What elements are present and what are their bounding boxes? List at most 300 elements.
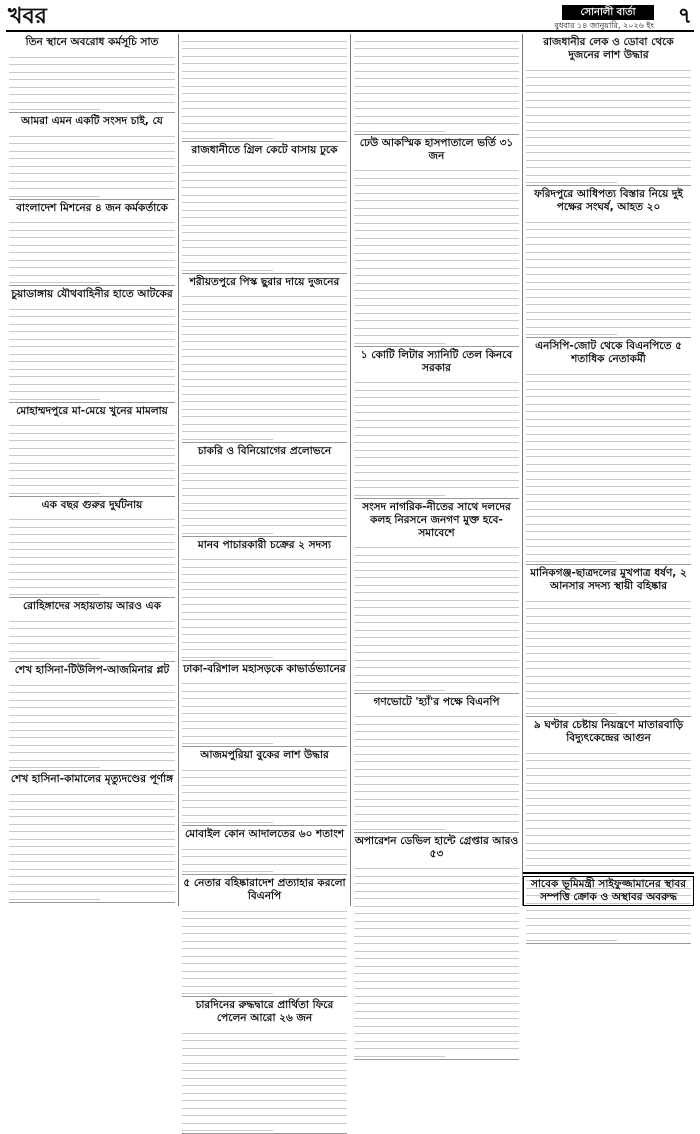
article-body: [526, 746, 691, 941]
text-line: [182, 350, 347, 358]
article-headline: আমরা এমন একটি সংসদ চাই, যে: [21, 115, 163, 127]
text-line: [182, 357, 347, 365]
text-line: [354, 406, 519, 414]
article-body: [526, 63, 691, 183]
article-body: [182, 904, 347, 994]
text-line: [354, 548, 519, 556]
text-line: [526, 305, 691, 313]
text-line: [526, 844, 691, 852]
dateline: বুধবার ১৪ জানুয়ারি, ২০২৬ ইং: [554, 21, 654, 30]
article: [9, 773, 175, 903]
text-line: [9, 223, 175, 231]
text-line: [354, 321, 519, 329]
article-headline: মানব পাচারকারী চক্রের ২ সদস্য: [197, 538, 332, 551]
text-line: [9, 58, 175, 66]
text-line: [354, 1034, 519, 1042]
columns: [6, 34, 694, 1024]
text-line: [9, 419, 175, 427]
text-line: [526, 435, 691, 443]
text-line: [354, 785, 519, 793]
text-line: [526, 290, 691, 298]
column-3: [350, 34, 522, 906]
article-body: [182, 34, 347, 139]
article-headline: শেখ হাসিনা-টিউলিপ-আজমিনার প্লট: [14, 664, 170, 676]
text-line: [182, 188, 347, 196]
text-line: [354, 436, 519, 444]
text-line: [354, 571, 519, 579]
article: [354, 34, 519, 135]
text-line: [182, 474, 347, 482]
text-line: [354, 34, 519, 42]
text-line: [182, 949, 347, 957]
text-line: [9, 65, 175, 73]
text-line: [9, 129, 175, 137]
text-line: [9, 877, 175, 885]
text-line: [354, 884, 519, 892]
text-line: [354, 269, 519, 277]
text-line: [526, 268, 691, 276]
text-line: [526, 851, 691, 859]
text-line: [354, 807, 519, 815]
text-line: [526, 450, 691, 458]
text-line: [354, 732, 519, 740]
article-body: [182, 459, 347, 534]
text-line: [182, 763, 347, 771]
text-line: [526, 71, 691, 79]
text-line: [354, 653, 519, 661]
text-line: [526, 298, 691, 306]
text-line: [182, 575, 347, 583]
article-headline: চুয়াডাঙ্গায় যৌথবাহিনীর হাতে আটকের: [11, 288, 173, 300]
text-line: [526, 465, 691, 473]
text-line: [354, 261, 519, 269]
text-line: [9, 565, 175, 573]
text-line: [182, 1079, 347, 1087]
text-line: [9, 701, 175, 709]
article-headline: তিন স্থানে অবরোধ কর্মসূচি সাত: [25, 36, 159, 48]
text-line: [9, 464, 175, 472]
text-line: [182, 1056, 347, 1064]
text-line: [9, 103, 100, 111]
text-line: [182, 158, 347, 166]
text-line: [9, 362, 175, 370]
text-line: [182, 102, 347, 110]
text-line: [526, 769, 691, 777]
text-line: [9, 449, 175, 457]
text-line: [182, 166, 347, 174]
article-headline: রাজধানীর লেক ও ডোবা থেকে দুজনের লাশ উদ্ধার: [543, 36, 674, 61]
text-line: [182, 211, 347, 219]
text-line: [354, 586, 519, 594]
text-line: [182, 132, 273, 140]
text-line: [182, 737, 273, 745]
text-line: [354, 109, 519, 117]
text-line: [354, 246, 519, 254]
article-headline: আজমপুরিয়া বুকের লাশ উদ্ধার: [200, 749, 329, 761]
text-line: [182, 560, 347, 568]
text-line: [526, 934, 617, 942]
text-line: [354, 676, 519, 684]
article-body: [354, 541, 519, 691]
text-line: [182, 1071, 347, 1079]
article: [182, 663, 347, 748]
article-body: [9, 787, 175, 900]
text-line: [354, 376, 519, 384]
text-line: [9, 588, 100, 596]
text-line: [354, 443, 519, 451]
text-line: [182, 181, 347, 189]
text-line: [354, 892, 519, 900]
article: [526, 567, 691, 717]
text-line: [182, 964, 347, 972]
article-body: [9, 678, 175, 768]
text-line: [526, 382, 691, 390]
text-line: [9, 513, 175, 521]
text-line: [182, 771, 347, 779]
text-line: [526, 176, 617, 184]
masthead: [6, 4, 694, 32]
text-line: [354, 458, 519, 466]
text-line: [182, 613, 347, 621]
text-line: [526, 532, 691, 540]
text-line: [182, 425, 347, 433]
article: [526, 340, 691, 565]
text-line: [182, 987, 273, 995]
text-line: [526, 215, 691, 223]
text-line: [354, 102, 519, 110]
text-line: [9, 95, 175, 103]
text-line: [354, 413, 519, 421]
text-line: [526, 457, 691, 465]
text-line: [9, 892, 100, 900]
page-number: ৭: [677, 4, 692, 29]
text-line: [526, 754, 691, 762]
text-line: [9, 231, 175, 239]
article-body: [182, 1026, 347, 1131]
text-line: [526, 517, 691, 525]
text-line: [354, 952, 519, 960]
article: [182, 144, 347, 274]
text-line: [9, 159, 175, 167]
text-line: [9, 795, 175, 803]
text-line: [526, 859, 691, 867]
text-line: [354, 563, 519, 571]
text-line: [354, 959, 519, 967]
text-line: [526, 540, 691, 548]
text-line: [354, 578, 519, 586]
text-line: [182, 699, 347, 707]
text-line: [354, 1012, 519, 1020]
text-line: [354, 944, 519, 952]
article-headline: এনসিপি-জোট থেকে বিএনপিতে ৫ শতাধিক নেতাকর্মী: [535, 340, 682, 365]
text-line: [9, 137, 175, 145]
text-line: [354, 717, 519, 725]
text-line: [526, 746, 691, 754]
text-line: [526, 238, 691, 246]
text-line: [526, 253, 691, 261]
text-line: [354, 777, 519, 785]
text-line: [354, 593, 519, 601]
text-line: [354, 1027, 519, 1035]
text-line: [9, 847, 175, 855]
text-line: [354, 907, 519, 915]
text-line: [526, 692, 691, 700]
text-line: [9, 825, 175, 833]
article-headline: বাংলাদেশ মিশনের ৪ জন কর্মকর্তাকে: [16, 201, 168, 214]
text-line: [182, 590, 347, 598]
text-line: [9, 520, 175, 528]
text-line: [182, 526, 273, 534]
text-line: [9, 174, 175, 182]
text-line: [526, 547, 691, 555]
text-line: [526, 480, 691, 488]
text-line: [526, 245, 691, 253]
article-headline: ১ কোটি লিটার স্যানিটি তেল কিনবে সরকার: [360, 348, 513, 374]
text-line: [182, 496, 347, 504]
text-line: [354, 862, 519, 870]
text-line: [9, 80, 175, 88]
text-line: [9, 550, 175, 558]
text-line: [182, 79, 347, 87]
text-line: [182, 850, 347, 858]
text-line: [526, 86, 691, 94]
text-line: [354, 186, 519, 194]
article: [182, 749, 347, 826]
text-line: [526, 427, 691, 435]
text-line: [526, 647, 691, 655]
article-headline: রাজধানীতে গ্রিল কেটে বাসায় ঢুকে: [191, 144, 338, 156]
text-line: [182, 1124, 273, 1132]
article-headline: এক বছর গুরুর দুর্ঘটনায়: [41, 498, 143, 511]
article: [182, 539, 347, 661]
article: [9, 664, 175, 771]
text-line: [354, 601, 519, 609]
text-line: [182, 972, 347, 980]
text-line: [354, 914, 519, 922]
text-line: [526, 707, 617, 715]
text-line: [182, 327, 347, 335]
text-line: [182, 312, 347, 320]
text-line: [9, 840, 175, 848]
text-line: [182, 904, 347, 912]
text-line: [526, 594, 691, 602]
text-line: [182, 233, 347, 241]
text-line: [354, 929, 519, 937]
text-line: [354, 291, 519, 299]
article-headline: শরীয়তপুরে পিস্ক ছুরার দায়ে দুজনের: [189, 275, 340, 288]
section-name: খবর: [8, 4, 47, 29]
text-line: [354, 117, 519, 125]
text-line: [9, 486, 100, 494]
text-line: [526, 654, 691, 662]
text-line: [526, 367, 691, 375]
text-line: [9, 88, 175, 96]
text-line: [526, 926, 691, 934]
text-line: [182, 241, 347, 249]
text-line: [182, 1109, 347, 1117]
text-line: [354, 762, 519, 770]
text-line: [182, 692, 347, 700]
text-line: [354, 42, 519, 50]
text-line: [182, 1034, 347, 1042]
text-line: [354, 1042, 519, 1050]
text-line: [354, 209, 519, 217]
text-line: [526, 275, 691, 283]
text-line: [9, 708, 175, 716]
text-line: [9, 622, 175, 630]
text-line: [9, 253, 175, 261]
text-line: [9, 456, 175, 464]
text-line: [526, 510, 691, 518]
text-line: [526, 761, 691, 769]
article-headline: অপারেশন ডেভিল হান্টে গ্রেপ্তার আরও ৫৩: [354, 834, 519, 860]
text-line: [526, 390, 691, 398]
text-line: [182, 387, 347, 395]
text-line: [354, 755, 519, 763]
article: [9, 600, 175, 662]
article: [526, 719, 691, 944]
text-line: [182, 650, 273, 658]
text-line: [182, 263, 273, 271]
text-line: [182, 124, 347, 132]
text-line: [526, 836, 691, 844]
text-line: [526, 412, 691, 420]
text-line: [182, 42, 347, 50]
text-line: [9, 332, 175, 340]
text-line: [9, 246, 175, 254]
text-line: [182, 842, 347, 850]
text-line: [9, 385, 175, 393]
text-line: [526, 502, 691, 510]
text-line: [526, 153, 691, 161]
article-body: [9, 302, 175, 400]
text-line: [526, 146, 691, 154]
text-line: [354, 800, 519, 808]
text-line: [354, 967, 519, 975]
article-body: [9, 216, 175, 284]
text-line: [182, 707, 347, 715]
text-line: [354, 314, 519, 322]
text-line: [526, 260, 691, 268]
text-line: [354, 556, 519, 564]
text-line: [182, 1116, 347, 1124]
text-line: [9, 189, 100, 197]
text-line: [9, 810, 175, 818]
text-line: [354, 623, 519, 631]
text-line: [9, 678, 175, 686]
text-line: [182, 605, 347, 613]
text-line: [526, 108, 691, 116]
text-line: [182, 553, 347, 561]
text-line: [526, 919, 691, 927]
text-line: [182, 1094, 347, 1102]
text-line: [182, 1026, 347, 1034]
text-line: [526, 791, 691, 799]
text-line: [182, 248, 347, 256]
text-line: [182, 1041, 347, 1049]
text-line: [354, 299, 519, 307]
text-line: [182, 290, 347, 298]
text-line: [526, 662, 691, 670]
text-line: [9, 441, 175, 449]
article-body: [182, 290, 347, 440]
article: [526, 36, 691, 186]
text-line: [354, 668, 519, 676]
text-line: [354, 451, 519, 459]
text-line: [9, 686, 175, 694]
text-line: [9, 832, 175, 840]
text-line: [526, 602, 691, 610]
text-line: [182, 504, 347, 512]
text-line: [526, 632, 691, 640]
text-line: [9, 614, 175, 622]
text-line: [182, 466, 347, 474]
text-line: [9, 652, 100, 660]
text-line: [354, 94, 519, 102]
text-line: [526, 283, 691, 291]
text-line: [9, 629, 175, 637]
text-line: [182, 919, 347, 927]
text-line: [182, 417, 347, 425]
article: [354, 835, 519, 1060]
text-line: [182, 957, 347, 965]
text-line: [354, 87, 519, 95]
text-line: [9, 716, 175, 724]
text-line: [182, 489, 347, 497]
text-line: [182, 979, 347, 987]
text-line: [354, 616, 519, 624]
text-line: [182, 109, 347, 117]
article-body: [354, 376, 519, 496]
article: [9, 202, 175, 287]
article-headline: ঢেউ আকস্মিক হাসপাতালে ভর্তি ৩১ জন: [359, 136, 514, 162]
text-line: [182, 942, 347, 950]
text-line: [354, 899, 519, 907]
text-line: [182, 94, 347, 102]
text-line: [182, 395, 347, 403]
text-line: [9, 276, 100, 284]
text-line: [354, 391, 519, 399]
text-line: [526, 101, 691, 109]
text-line: [9, 543, 175, 551]
text-line: [9, 761, 100, 769]
article-body: [354, 34, 519, 132]
text-line: [526, 784, 691, 792]
text-line: [354, 79, 519, 87]
text-line: [354, 124, 445, 132]
text-line: [354, 869, 519, 877]
text-line: [182, 218, 347, 226]
text-line: [182, 203, 347, 211]
text-line: [182, 519, 347, 527]
text-line: [182, 173, 347, 181]
column-4: [522, 34, 694, 906]
text-line: [354, 638, 519, 646]
text-line: [354, 740, 519, 748]
text-line: [9, 731, 175, 739]
article: [9, 115, 175, 200]
article-headline: চাকরি ও বিনিয়োগের প্রলোভনে: [197, 444, 332, 457]
article-body: [182, 677, 347, 745]
text-line: [182, 714, 347, 722]
text-line: [354, 974, 519, 982]
text-line: [9, 535, 175, 543]
text-line: [182, 628, 347, 636]
text-line: [354, 631, 519, 639]
text-line: [9, 738, 175, 746]
text-line: [182, 793, 347, 801]
article-body: [182, 158, 347, 271]
